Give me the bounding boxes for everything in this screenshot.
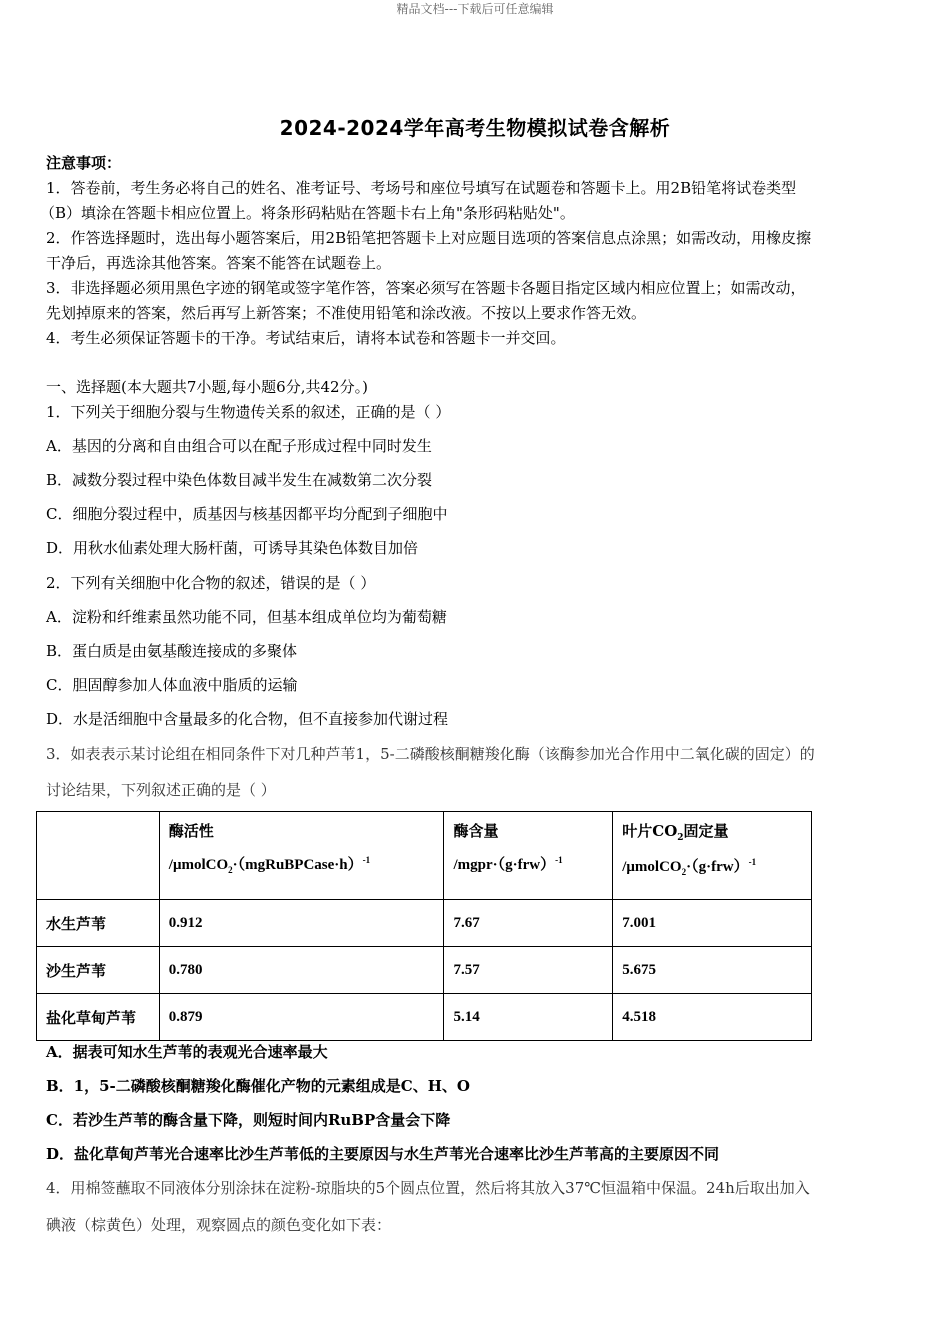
table-cell: 0.912: [159, 900, 444, 947]
table-cell: 5.14: [444, 994, 613, 1041]
table-header-row: [37, 812, 812, 900]
q4-stem-cont: 碘液（棕黄色）处理，观察圆点的颜色变化如下表：: [46, 1216, 392, 1234]
q3-stem-cont: 讨论结果，下列叙述正确的是（ ）: [46, 781, 276, 799]
q3-option-c: C．若沙生芦苇的酶含量下降，则短时间内RuBP含量会下降: [46, 1111, 451, 1129]
table-cell: 0.879: [159, 994, 444, 1041]
notice-line: 2．作答选择题时，选出每小题答案后，用2B铅笔把答题卡上对应题目选项的答案信息点涂黑；如需改动，用橡皮擦: [46, 229, 812, 247]
table-cell-name: 盐化草甸芦苇: [37, 994, 160, 1041]
table-cell: 0.780: [159, 947, 444, 994]
section-heading: 一、选择题(本大题共7小题,每小题6分,共42分。): [46, 378, 368, 396]
table-header-cell: 酶含量 $/mgpr\cdot(g\cdot frw)^{-1}$: [444, 812, 613, 900]
table-row: [37, 947, 812, 994]
q4-stem: 4．用棉签蘸取不同液体分别涂抹在淀粉-琼脂块的5个圆点位置，然后将其放入37℃恒温箱中保温。24h后取出加入: [46, 1179, 810, 1197]
notice-line: 3．非选择题必须用黑色字迹的钢笔或签字笔作答，答案必须写在答题卡各题目指定区域内相应位置上；如需改动，: [46, 279, 806, 297]
enzyme-table: [36, 811, 812, 1041]
table-row: [37, 994, 812, 1041]
q1-option-a: A．基因的分离和自由组合可以在配子形成过程中同时发生: [46, 437, 432, 455]
table-header-empty: [37, 812, 160, 900]
table-header-cell: 叶片$CO_2$固定量 $/\mu molCO_2\cdot(g\cdot frw)^{-1}$: [613, 812, 812, 900]
table-cell: 4.518: [613, 994, 812, 1041]
q1-option-d: D．用秋水仙素处理大肠杆菌，可诱导其染色体数目加倍: [46, 539, 419, 557]
q3-option-d: D．盐化草甸芦苇光合速率比沙生芦苇低的主要原因与水生芦苇光合速率比沙生芦苇高的主要原因不同: [46, 1145, 720, 1163]
q2-option-b: B．蛋白质是由氨基酸连接成的多聚体: [46, 642, 298, 660]
table-cell: 7.67: [444, 900, 613, 947]
q2-option-d: D．水是活细胞中含量最多的化合物，但不直接参加代谢过程: [46, 710, 449, 728]
table-row: [37, 900, 812, 947]
notice-line: 4．考生必须保证答题卡的干净。考试结束后，请将本试卷和答题卡一并交回。: [46, 329, 566, 347]
table-header-cell: 酶活性 /μmolCO$_2$·（mgRuBPCase·h）$^{-1}$: [159, 812, 444, 900]
q2-option-c: C．胆固醇参加人体血液中脂质的运输: [46, 676, 298, 694]
q3-option-a: A．据表可知水生芦苇的表观光合速率最大: [46, 1043, 328, 1061]
table-cell: 7.57: [444, 947, 613, 994]
q3-option-b: B．1，5-二磷酸核酮糖羧化酶催化产物的元素组成是C、H、O: [46, 1077, 470, 1095]
table-cell-name: 水生芦苇: [37, 900, 160, 947]
q3-stem: 3．如表表示某讨论组在相同条件下对几种芦苇1，5-二磷酸核酮糖羧化酶（该酶参加光合作用中二氧化碳的固定）的: [46, 745, 815, 763]
notice-heading: 注意事项：: [46, 154, 122, 172]
q2-stem: 2．下列有关细胞中化合物的叙述，错误的是（ ）: [46, 574, 376, 592]
notice-line: 1．答卷前，考生务必将自己的姓名、准考证号、考场号和座位号填写在试题卷和答题卡上。用2B铅笔将试卷类型: [46, 179, 797, 197]
table-cell: 5.675: [613, 947, 812, 994]
page-title: 2024-2024学年高考生物模拟试卷含解析: [279, 116, 671, 140]
q1-option-b: B．减数分裂过程中染色体数目减半发生在减数第二次分裂: [46, 471, 433, 489]
table-cell: 7.001: [613, 900, 812, 947]
q1-option-c: C．细胞分裂过程中，质基因与核基因都平均分配到子细胞中: [46, 505, 448, 523]
notice-line: 先划掉原来的答案，然后再写上新答案；不准使用铅笔和涂改液。不按以上要求作答无效。: [46, 304, 647, 322]
q1-stem: 1．下列关于细胞分裂与生物遗传关系的叙述，正确的是（ ）: [46, 403, 451, 421]
table-cell-name: 沙生芦苇: [37, 947, 160, 994]
notice-line: 干净后，再选涂其他答案。答案不能答在试题卷上。: [46, 254, 392, 272]
q2-option-a: A．淀粉和纤维素虽然功能不同，但基本组成单位均为葡萄糖: [46, 608, 447, 626]
header-note: 精品文档---下载后可任意编辑: [396, 2, 554, 16]
notice-line: （B）填涂在答题卡相应位置上。将条形码粘贴在答题卡右上角"条形码粘贴处"。: [40, 204, 575, 222]
